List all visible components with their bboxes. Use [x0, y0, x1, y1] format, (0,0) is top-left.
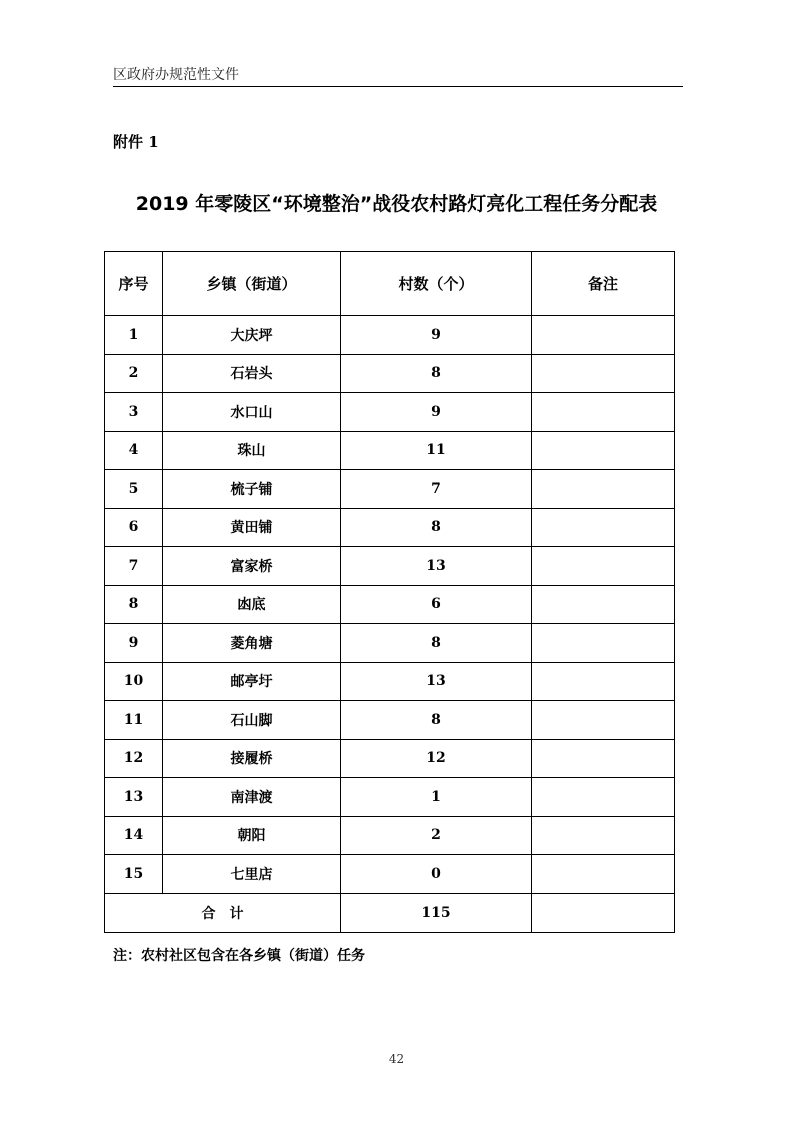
cell-no: 8 [105, 585, 163, 624]
cell-no: 14 [105, 816, 163, 855]
cell-count: 9 [341, 393, 532, 432]
table-row [105, 316, 675, 355]
table-row [105, 701, 675, 740]
cell-count: 9 [341, 316, 532, 355]
cell-remark [532, 855, 675, 894]
total-remark [532, 893, 675, 932]
cell-town: 梳子铺 [163, 470, 341, 509]
cell-town: 石山脚 [163, 701, 341, 740]
cell-no: 1 [105, 316, 163, 355]
table-row [105, 508, 675, 547]
cell-remark [532, 624, 675, 663]
cell-town: 菱角塘 [163, 624, 341, 663]
cell-town: 接履桥 [163, 739, 341, 778]
column-header-no: 序号 [105, 252, 163, 316]
table-row [105, 855, 675, 894]
cell-town: 朝阳 [163, 816, 341, 855]
cell-town: 凼底 [163, 585, 341, 624]
table-row [105, 393, 675, 432]
cell-no: 13 [105, 778, 163, 817]
cell-remark [532, 585, 675, 624]
cell-remark [532, 816, 675, 855]
cell-town: 富家桥 [163, 547, 341, 586]
column-header-count: 村数（个） [341, 252, 532, 316]
cell-count: 8 [341, 701, 532, 740]
cell-count: 13 [341, 547, 532, 586]
cell-no: 2 [105, 354, 163, 393]
cell-no: 3 [105, 393, 163, 432]
running-header: 区政府办规范性文件 [113, 67, 239, 83]
task-allocation-table [104, 251, 675, 933]
page-number: 42 [388, 1052, 405, 1066]
table-row [105, 354, 675, 393]
column-header-town: 乡镇（街道） [163, 252, 341, 316]
cell-town: 珠山 [163, 431, 341, 470]
cell-remark [532, 701, 675, 740]
cell-count: 0 [341, 855, 532, 894]
cell-remark [532, 316, 675, 355]
cell-no: 5 [105, 470, 163, 509]
cell-no: 4 [105, 431, 163, 470]
cell-no: 9 [105, 624, 163, 663]
cell-no: 11 [105, 701, 163, 740]
cell-remark [532, 778, 675, 817]
table-row [105, 585, 675, 624]
table-row [105, 739, 675, 778]
table-note: 注：农村社区包含在各乡镇（街道）任务 [113, 948, 365, 964]
document-title: 2019 年零陵区“环境整治”战役农村路灯亮化工程任务分配表 [135, 193, 658, 215]
table-row [105, 662, 675, 701]
cell-count: 8 [341, 624, 532, 663]
cell-no: 7 [105, 547, 163, 586]
cell-count: 11 [341, 431, 532, 470]
cell-count: 6 [341, 585, 532, 624]
cell-town: 南津渡 [163, 778, 341, 817]
cell-count: 8 [341, 354, 532, 393]
attachment-label: 附件 1 [113, 133, 159, 151]
cell-no: 15 [105, 855, 163, 894]
cell-no: 12 [105, 739, 163, 778]
cell-town: 石岩头 [163, 354, 341, 393]
total-count: 115 [341, 893, 532, 932]
table-row [105, 778, 675, 817]
cell-no: 10 [105, 662, 163, 701]
cell-town: 水口山 [163, 393, 341, 432]
cell-count: 12 [341, 739, 532, 778]
table-row [105, 431, 675, 470]
cell-count: 8 [341, 508, 532, 547]
cell-count: 7 [341, 470, 532, 509]
cell-count: 1 [341, 778, 532, 817]
cell-town: 邮亭圩 [163, 662, 341, 701]
table-row [105, 816, 675, 855]
cell-count: 13 [341, 662, 532, 701]
total-label: 合 计 [105, 893, 341, 932]
cell-remark [532, 393, 675, 432]
cell-no: 6 [105, 508, 163, 547]
table-row [105, 624, 675, 663]
cell-remark [532, 354, 675, 393]
cell-count: 2 [341, 816, 532, 855]
cell-remark [532, 662, 675, 701]
cell-remark [532, 470, 675, 509]
table-header-row [105, 252, 675, 316]
table-row [105, 470, 675, 509]
cell-town: 大庆坪 [163, 316, 341, 355]
cell-town: 七里店 [163, 855, 341, 894]
cell-remark [532, 508, 675, 547]
cell-town: 黄田铺 [163, 508, 341, 547]
cell-remark [532, 547, 675, 586]
table-body [105, 316, 675, 894]
table-row [105, 547, 675, 586]
header-divider [113, 86, 683, 87]
column-header-remark: 备注 [532, 252, 675, 316]
cell-remark [532, 739, 675, 778]
total-row [105, 893, 675, 932]
cell-remark [532, 431, 675, 470]
